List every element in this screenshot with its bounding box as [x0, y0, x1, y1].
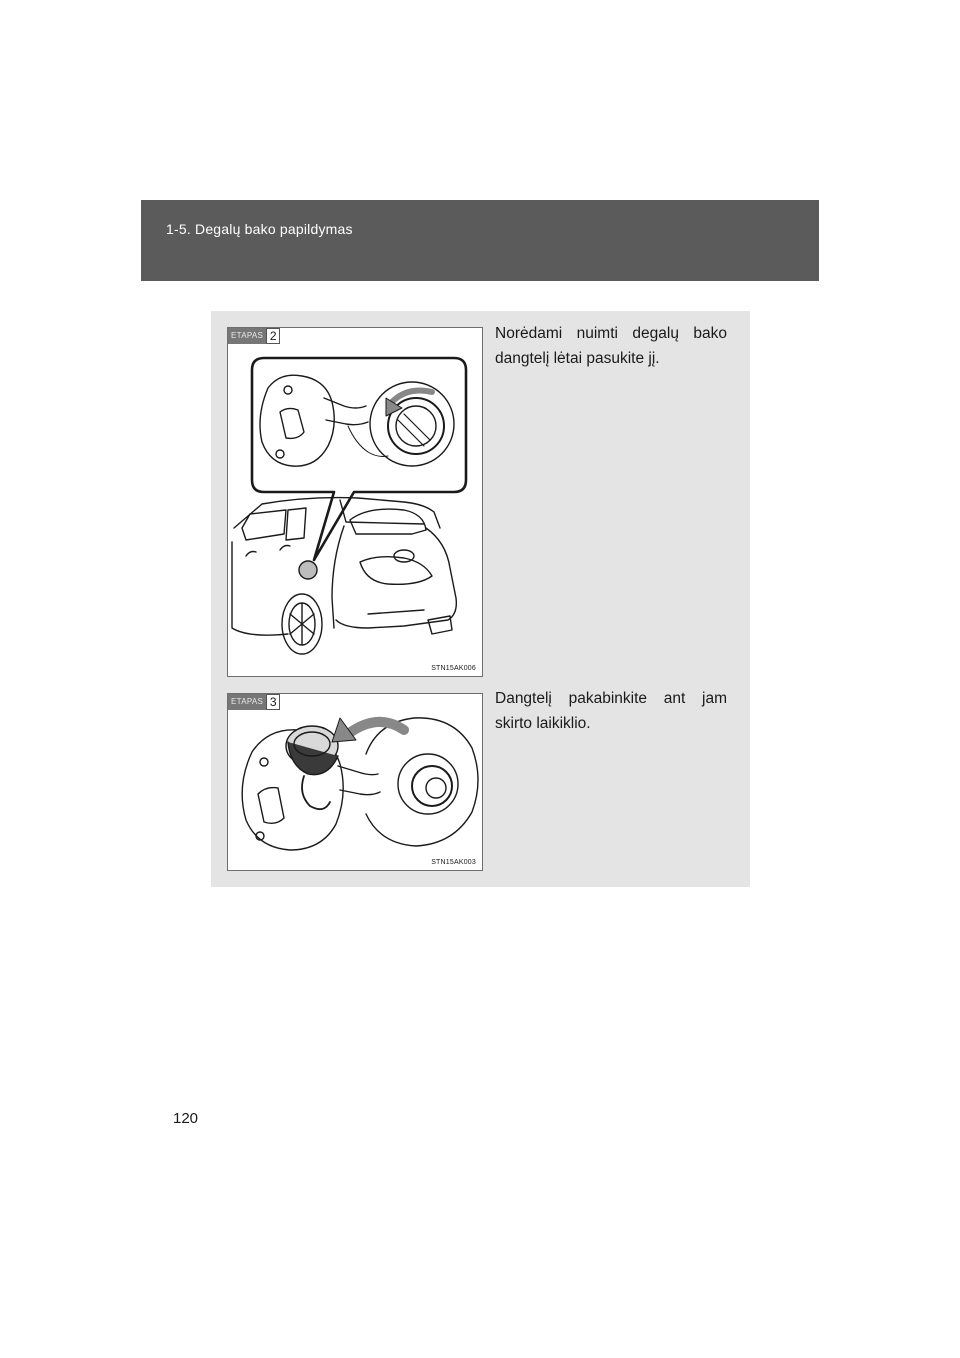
- step-3-instruction: Dangtelį pakabinkite ant jam skirto laikiklio.: [495, 690, 727, 732]
- page-number: 120: [173, 1110, 199, 1127]
- figure-code: STN15AK003: [431, 859, 476, 866]
- step-number: 2: [266, 328, 280, 344]
- step-2-illustration: [227, 327, 483, 677]
- step-3-badge: [228, 694, 280, 710]
- step-label: ETAPAS: [228, 694, 266, 710]
- step-3-illustration: [227, 693, 483, 871]
- step-number: 3: [266, 694, 280, 710]
- fuel-cap-opening-drawing: [228, 328, 482, 676]
- section-title: 1-5. Degalų bako papildymas: [166, 221, 353, 237]
- figure-code: STN15AK006: [431, 665, 476, 672]
- step-2-badge: [228, 328, 280, 344]
- fuel-cap-holder-drawing: [228, 694, 482, 870]
- step-label: ETAPAS: [228, 328, 266, 344]
- step-2-instruction: Norėdami nuimti degalų bako dangtelį lėtai pasukite jį.: [495, 325, 727, 367]
- section-header: [141, 200, 819, 281]
